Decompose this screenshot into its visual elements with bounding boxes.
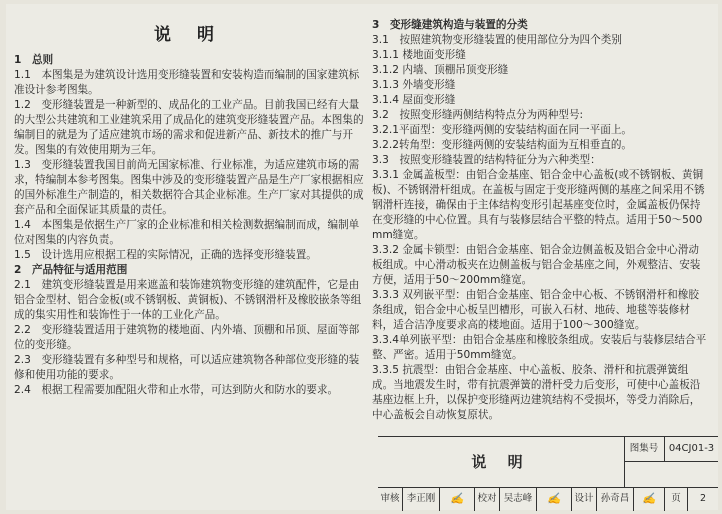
review-signature: ✍: [440, 487, 475, 511]
paragraph: 3.1.3 外墙变形缝: [372, 79, 456, 91]
paragraph: 2.4 根据工程需要加配阻火带和止水带，可达到防火和防水的要求。: [14, 384, 339, 396]
check-signature: ✍: [537, 487, 572, 511]
page-label: 页: [665, 487, 688, 511]
paragraph: 3.3.1 金属盖板型：由铝合金基座、铝合金中心盖板(或不锈钢板、黄铜板)、不锈钢滑杆组成。在盖板与固定于变形缝两侧的基座之间采用不锈钢滑杆连接，确保由于主体结构变形引起基座变位时，金属盖板仍保持在变形缝的中心位置。具有与装修层结合平整的特点。适用于50～500mm缝宽。: [372, 169, 705, 241]
paragraph: 3.1 按照建筑物变形缝装置的使用部位分为四个类别: [372, 34, 622, 46]
section-heading: 1 总则: [14, 54, 54, 66]
title-block: [378, 436, 718, 511]
document-page: [6, 4, 718, 510]
design-label: 设计: [572, 487, 597, 511]
paragraph: 3.1.2 内墙、顶棚吊顶变形缝: [372, 64, 509, 76]
paragraph: 3.2 按照变形缝两侧结构特点分为两种型号:: [372, 109, 584, 121]
design-name: 孙奇昌: [597, 487, 634, 511]
section-heading: 2 产品特征与适用范围: [14, 264, 128, 276]
paragraph: 2.1 建筑变形缝装置是用来遮盖和装饰建筑物变形缝的建筑配件，它是由铝合金型材、铝合金板(或不锈钢板、黄铜板)、不锈钢滑杆及橡胶嵌条等组成的集实用性和装饰性于一体的工业化产品。: [14, 279, 362, 321]
title-block-title: 说 明: [378, 437, 625, 487]
paragraph: 3.1.4 屋面变形缝: [372, 94, 456, 106]
left-body: [14, 53, 364, 398]
atlas-number-label: 图集号: [624, 437, 665, 462]
paragraph: 3.1.1 楼地面变形缝: [372, 49, 466, 61]
check-label: 校对: [475, 487, 500, 511]
paragraph: 1.3 变形缝装置我国目前尚无国家标准、行业标准，为适应建筑市场的需求，特编制本参考图集。图集中涉及的变形缝装置产品是生产厂家根据相应的国外标准生产制造的，相关数据符合其企业标准。生产厂家对其提供的成套产品和全面保证其质量的责任。: [14, 159, 364, 216]
paragraph: 3.3.4单列嵌平型：由铝合金基座和橡胶条组成。安装后与装修层结合平整、严密。适用于50mm缝宽。: [372, 334, 707, 361]
left-column: [14, 18, 364, 398]
paragraph: 3.3 按照变形缝装置的结构特征分为六种类型：: [372, 154, 601, 166]
check-name: 吴志峰: [500, 487, 537, 511]
review-label: 审核: [378, 487, 403, 511]
paragraph: 1.2 变形缝装置是一种新型的、成品化的工业产品。目前我国已经有大量的大型公共建筑和工业建筑采用了成品化的建筑变形缝装置产品。本图集的编制目的就是为了适应建筑市场的需求和促进新产品、新技术的推广与开发。图集的有效使用期为三年。: [14, 99, 364, 156]
paragraph: 2.2 变形缝装置适用于建筑物的楼地面、内外墙、顶棚和吊顶、屋面等部位的变形缝。: [14, 324, 360, 351]
paragraph: 3.3.3 双列嵌平型：由铝合金基座、铝合金中心板、不锈钢滑杆和橡胶条组成，铝合金中心板呈凹槽形，可嵌入石材、地砖、地毯等装修材料，适合洁净度要求高的楼地面。适用于100～300缝宽。: [372, 289, 699, 331]
paragraph: 3.2.2转角型：变形缝两侧的安装结构面为互相垂直的。: [372, 139, 633, 151]
page-number: 2: [699, 493, 707, 504]
paragraph: 1.5 设计选用应根据工程的实际情况，正确的选择变形缝装置。: [14, 249, 317, 261]
right-body: [372, 18, 708, 423]
page-title: 说 明: [154, 25, 224, 45]
paragraph: 3.3.2 金属卡锁型：由铝合金基座、铝合金边侧盖板及铝合金中心滑动板组成。中心滑动板夹在边侧盖板与铝合金基座之间，外观整洁、安装方便，适用于50～200mm缝宽。: [372, 244, 701, 286]
paragraph: 2.3 变形缝装置有多种型号和规格，可以适应建筑物各种部位变形缝的装修和使用功能的要求。: [14, 354, 360, 381]
paragraph: 3.3.5 抗震型：由铝合金基座、中心盖板、胶条、滑杆和抗震弹簧组成。当地震发生时，带有抗震弹簧的滑杆受力后变形，可使中心盖板沿基座边框上升，以保护变形缝两边建筑结构不受损坏，等受力消除后，中心盖板会自动恢复原状。: [372, 364, 701, 421]
paragraph: 3.2.1平面型：变形缝两侧的安装结构面在同一平面上。: [372, 124, 633, 136]
design-signature: ✍: [634, 487, 665, 511]
right-column: [372, 18, 708, 423]
atlas-number: 04CJ01-3: [665, 437, 718, 462]
paragraph: 1.1 本图集是为建筑设计选用变形缝装置和安装构造而编制的国家建筑标准设计参考图集。: [14, 69, 360, 96]
title-block-sign-row: [378, 487, 718, 511]
paragraph: 1.4 本图集是依据生产厂家的企业标准和相关检测数据编制而成，编制单位对图集的内容负责。: [14, 219, 360, 246]
title-block-top-row: [378, 437, 718, 488]
section-heading: 3 变形缝建筑构造与装置的分类: [372, 19, 528, 31]
review-name: 李正刚: [403, 487, 440, 511]
